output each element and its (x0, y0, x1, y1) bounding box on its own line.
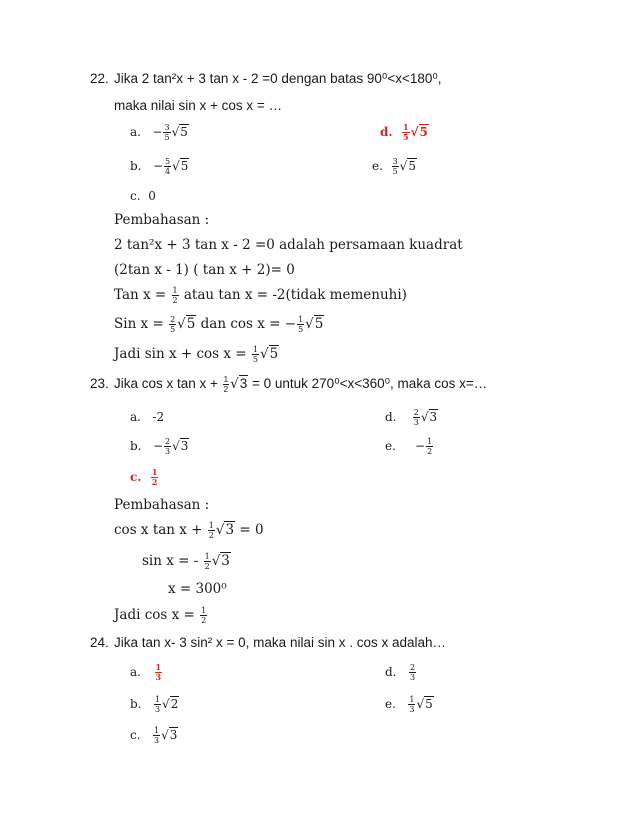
question-text: Jika cos x tan x + $\frac{1}{2}$ √3 = 0 untuk 270⁰<x<360⁰, maka cos x=… (114, 375, 488, 394)
option-c: c. 0 (130, 189, 156, 203)
option-e: e. − $\frac{1}{2}$ (385, 437, 433, 456)
pembahasan-heading: Pembahasan : (114, 212, 210, 228)
option-d: d. $\frac{1}{5}$ √5 (380, 122, 428, 142)
solution-line: Sin x = $\frac{2}{5}$ √5 dan cos x = − $\frac{1}{5}$ √5 (114, 315, 324, 334)
question-number: 24. (90, 635, 109, 650)
question-number: 23. (90, 376, 109, 391)
pembahasan-heading: Pembahasan : (114, 497, 210, 513)
question-text: maka nilai sin x + cos x = … (114, 98, 283, 113)
solution-line: (2tan x - 1) ( tan x + 2)= 0 (114, 262, 295, 278)
solution-line: cos x tan x + $\frac{1}{2}$ √3 = 0 (114, 521, 264, 540)
option-a: a. − $\frac{3}{5}$ √5 (130, 123, 188, 142)
option-b: b. $\frac{1}{3}$ √2 (130, 695, 179, 714)
option-c: c. $\frac{1}{2}$ (130, 467, 158, 487)
question-text: Jika 2 tan²x + 3 tan x - 2 =0 dengan batas 90⁰<x<180⁰, (114, 71, 442, 86)
option-e: e. $\frac{3}{5}$ √5 (372, 157, 416, 176)
solution-line: Jadi cos x = $\frac{1}{2}$ (114, 606, 207, 625)
solution-line: Jadi sin x + cos x = $\frac{1}{5}$ √5 (114, 345, 279, 364)
question-text: Jika tan x- 3 sin² x = 0, maka nilai sin x . cos x adalah… (114, 635, 447, 650)
solution-line: x = 300⁰ (168, 581, 227, 597)
solution-line: sin x = - $\frac{1}{2}$ √3 (142, 552, 230, 571)
option-c: c. $\frac{1}{3}$ √3 (130, 726, 178, 745)
option-b: b. − $\frac{5}{4}$ √5 (130, 157, 189, 176)
option-a: a. -2 (130, 410, 165, 424)
solution-line: Tan x = $\frac{1}{2}$ atau tan x = -2(tidak memenuhi) (114, 286, 407, 305)
question-number: 22. (90, 71, 109, 86)
solution-line: 2 tan²x + 3 tan x - 2 =0 adalah persamaan kuadrat (114, 237, 463, 253)
option-a: a. $\frac{1}{3}$ (130, 662, 162, 682)
option-d: d. $\frac{2}{3}$ √3 (385, 408, 438, 427)
option-d: d. $\frac{2}{3}$ (385, 663, 416, 682)
option-e: e. $\frac{1}{3}$ √5 (385, 695, 433, 714)
option-b: b. − $\frac{2}{3}$ √3 (130, 437, 189, 456)
